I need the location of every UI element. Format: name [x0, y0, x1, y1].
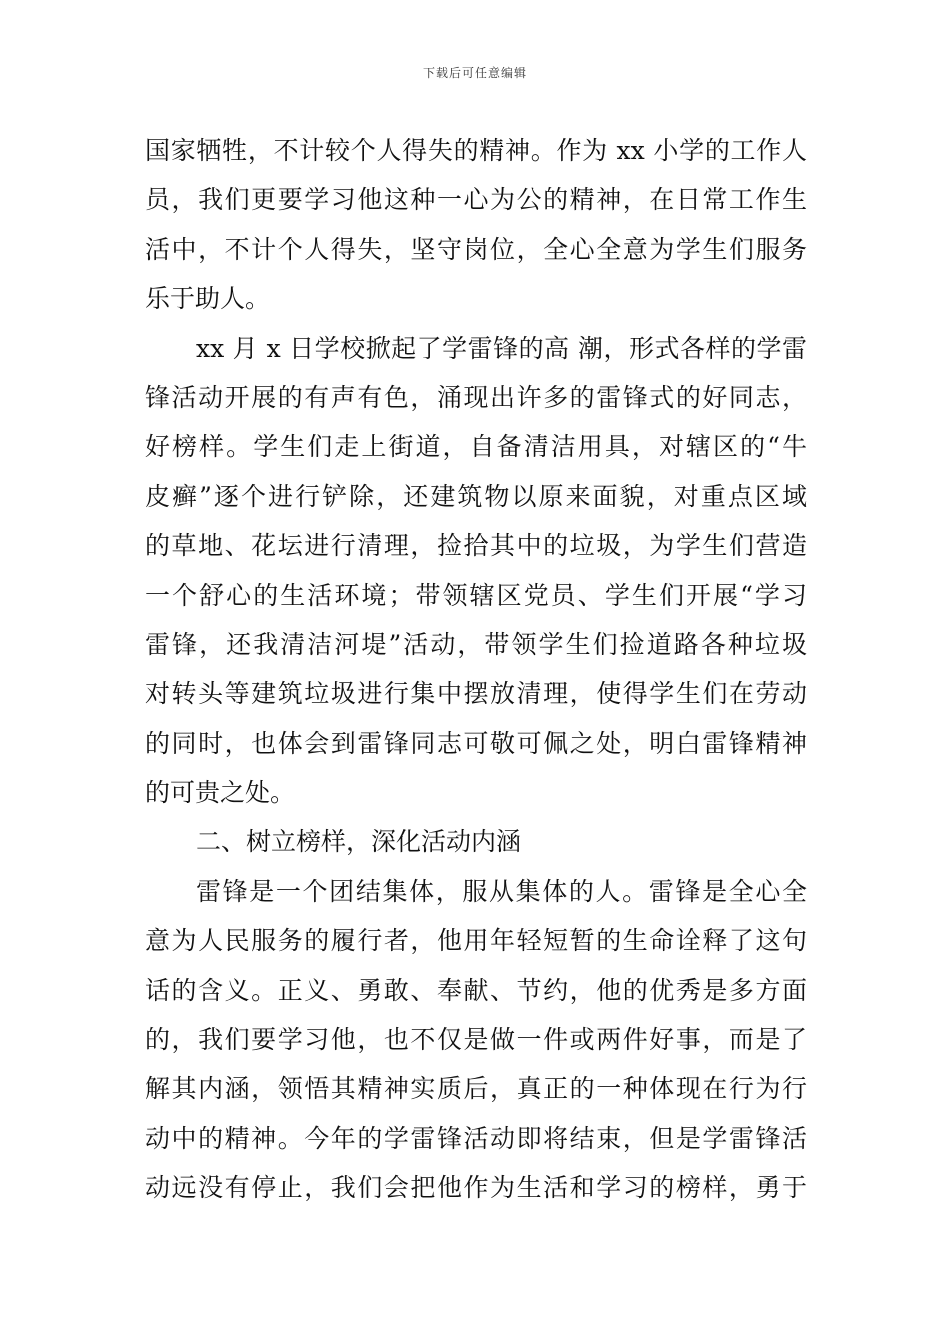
text-line: 一个舒心的生活环境；带领辖区党员、学生们开展“学习	[145, 580, 807, 610]
text-line: 国家牺牲，不计较个人得失的精神。作为 xx 小学的工作人	[145, 136, 807, 165]
text-line: 意为人民服务的履行者，他用年轻短暂的生命诠释了这句	[145, 926, 807, 956]
body-text	[145, 126, 807, 1213]
text-line: 的，我们要学习他，也不仅是做一件或两件好事，而是了	[145, 1025, 807, 1055]
text-line: 对转头等建筑垃圾进行集中摆放清理，使得学生们在劳动	[145, 679, 807, 709]
text-line: 的草地、花坛进行清理，捡拾其中的垃圾，为学生们营造	[145, 531, 807, 561]
text-line: 皮癣”逐个进行铲除，还建筑物以原来面貌，对重点区域	[145, 481, 807, 511]
text-line: 话的含义。正义、勇敢、奉献、节约，他的优秀是多方面	[145, 975, 807, 1005]
paragraph-start-line: xx 月 x 日学校掀起了学雷锋的高 潮，形式各样的学雷	[196, 333, 807, 363]
text-line: 锋活动开展的有声有色，涌现出许多的雷锋式的好同志，	[145, 382, 807, 412]
text-line: 乐于助人。	[145, 284, 271, 314]
paragraph-start-line: 雷锋是一个团结集体，服从集体的人。雷锋是全心全	[196, 876, 807, 906]
text-line: 雷锋，还我清洁河堤”活动，带领学生们捡道路各种垃圾	[145, 629, 807, 659]
text-line: 活中，不计个人得失，坚守岗位，全心全意为学生们服务	[145, 234, 807, 264]
text-line: 的可贵之处。	[145, 778, 296, 808]
section-heading: 二、树立榜样，深化活动内涵	[196, 827, 522, 857]
text-line: 解其内涵，领悟其精神实质后，真正的一种体现在行为行	[145, 1074, 807, 1104]
text-line: 动中的精神。今年的学雷锋活动即将结束，但是学雷锋活	[145, 1123, 807, 1153]
text-line: 动远没有停止，我们会把他作为生活和学习的榜样，勇于	[145, 1173, 807, 1203]
text-line: 员，我们更要学习他这种一心为公的精神，在日常工作生	[145, 185, 807, 215]
text-line: 的同时，也体会到雷锋同志可敬可佩之处，明白雷锋精神	[145, 728, 807, 758]
text-line: 好榜样。学生们走上街道，自备清洁用具，对辖区的“牛	[145, 432, 807, 462]
page-header: 下载后可任意编辑	[422, 66, 527, 80]
